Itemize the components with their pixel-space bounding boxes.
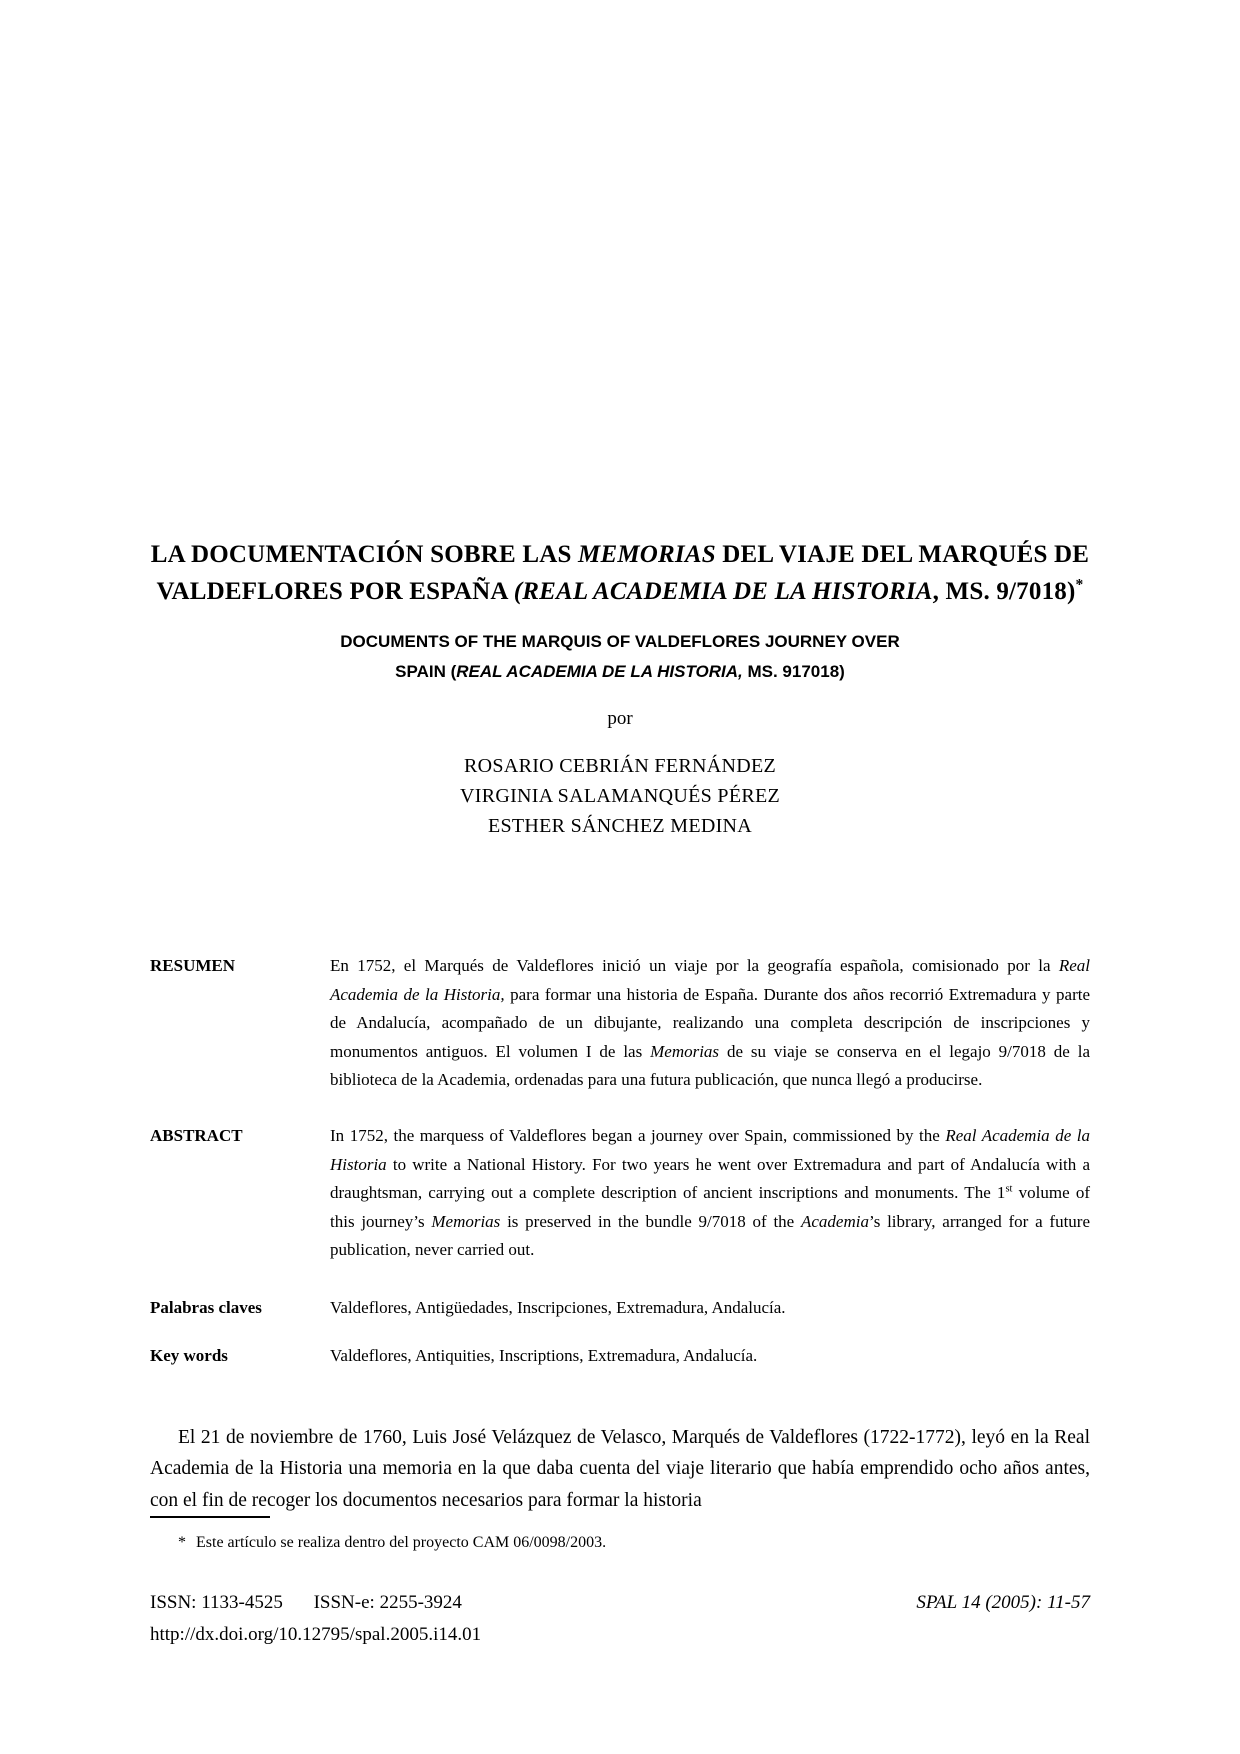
keywords-section	[150, 1342, 1090, 1370]
footnote-divider-rule	[150, 1516, 270, 1518]
abstract-text: In 1752, the marquess of Valdeflores began a journey over Spain, commissioned by the Real Academia de la Historia to write a National History. For two years he went over Extremadura and part of Andalucía with a draughtsman, carrying out a complete description of ancient inscriptions and monuments. The 1st volume of this journey’s Memorias is preserved in the bundle 9/7018 of the Academia’s library, arranged for a future publication, never carried out.	[330, 1126, 1091, 1259]
journal-reference: SPAL 14 (2005): 11-57	[916, 1592, 1090, 1613]
resumen-label: RESUMEN	[150, 956, 236, 975]
palabras-claves-text: Valdeflores, Antigüedades, Inscripciones, Extremadura, Andalucía.	[330, 1298, 786, 1317]
article-subtitle-line-2: SPAIN (REAL ACADEMIA DE LA HISTORIA, MS. 917018)	[395, 662, 845, 681]
article-subtitle-english	[150, 627, 1090, 687]
byline-por: por	[607, 708, 633, 729]
doi-link: http://dx.doi.org/10.12795/spal.2005.i14.01	[150, 1624, 482, 1645]
article-title	[75, 536, 1165, 610]
footer-row-1	[150, 1587, 1090, 1619]
author-list	[0, 751, 1240, 841]
footer-row-2	[150, 1619, 1090, 1651]
resumen-section	[150, 952, 1090, 1095]
resumen-text: En 1752, el Marqués de Valdeflores inició un viaje por la geografía española, comisionado por la Real Academia de la Historia, para formar una historia de España. Durante dos años recorrió Extremadura y parte de Andalucía, acompañado de un dibujante, realizando una completa descripción de inscripciones y monumentos antiguos. El volumen I de las Memorias de su viaje se conserva en el legajo 9/7018 de la biblioteca de la Academia, ordenadas para una futura publicación, que nunca llegó a producirse.	[330, 956, 1090, 1089]
page-footer	[150, 1587, 1090, 1651]
palabras-claves-label: Palabras claves	[150, 1298, 262, 1317]
abstract-section	[150, 1122, 1090, 1265]
footnote-marker: *	[178, 1534, 186, 1551]
article-title-line-2: VALDEFLORES POR ESPAÑA (REAL ACADEMIA DE LA HISTORIA, MS. 9/7018)*	[156, 576, 1084, 605]
issn-electronic: ISSN-e: 2255-3924	[313, 1592, 462, 1613]
palabras-claves-section	[150, 1294, 1090, 1322]
article-subtitle-line-1: DOCUMENTS OF THE MARQUIS OF VALDEFLORES JOURNEY OVER	[340, 632, 900, 651]
keywords-label: Key words	[150, 1346, 228, 1365]
abstract-label: ABSTRACT	[150, 1126, 243, 1145]
footnote	[150, 1531, 1090, 1555]
author-name: VIRGINIA SALAMANQUÉS PÉREZ	[459, 785, 781, 807]
author-name: ESTHER SÁNCHEZ MEDINA	[487, 815, 753, 837]
issn-group	[150, 1587, 462, 1619]
author-name: ROSARIO CEBRIÁN FERNÁNDEZ	[464, 755, 776, 777]
keywords-text: Valdeflores, Antiquities, Inscriptions, Extremadura, Andalucía.	[330, 1346, 758, 1365]
issn-print: ISSN: 1133-4525	[150, 1592, 283, 1613]
article-title-line-1: LA DOCUMENTACIÓN SOBRE LAS MEMORIAS DEL VIAJE DEL MARQUÉS DE	[150, 541, 1090, 568]
body-paragraph: El 21 de noviembre de 1760, Luis José Velázquez de Velasco, Marqués de Valdeflores (1722-1772), leyó en la Real Academia de la Historia una memoria en la que daba cuenta del viaje literario que había emprendido ocho años antes, con el fin de recoger los documentos necesarios para formar la historia	[150, 1426, 1090, 1511]
footnote-text: Este artículo se realiza dentro del proyecto CAM 06/0098/2003.	[196, 1534, 607, 1551]
